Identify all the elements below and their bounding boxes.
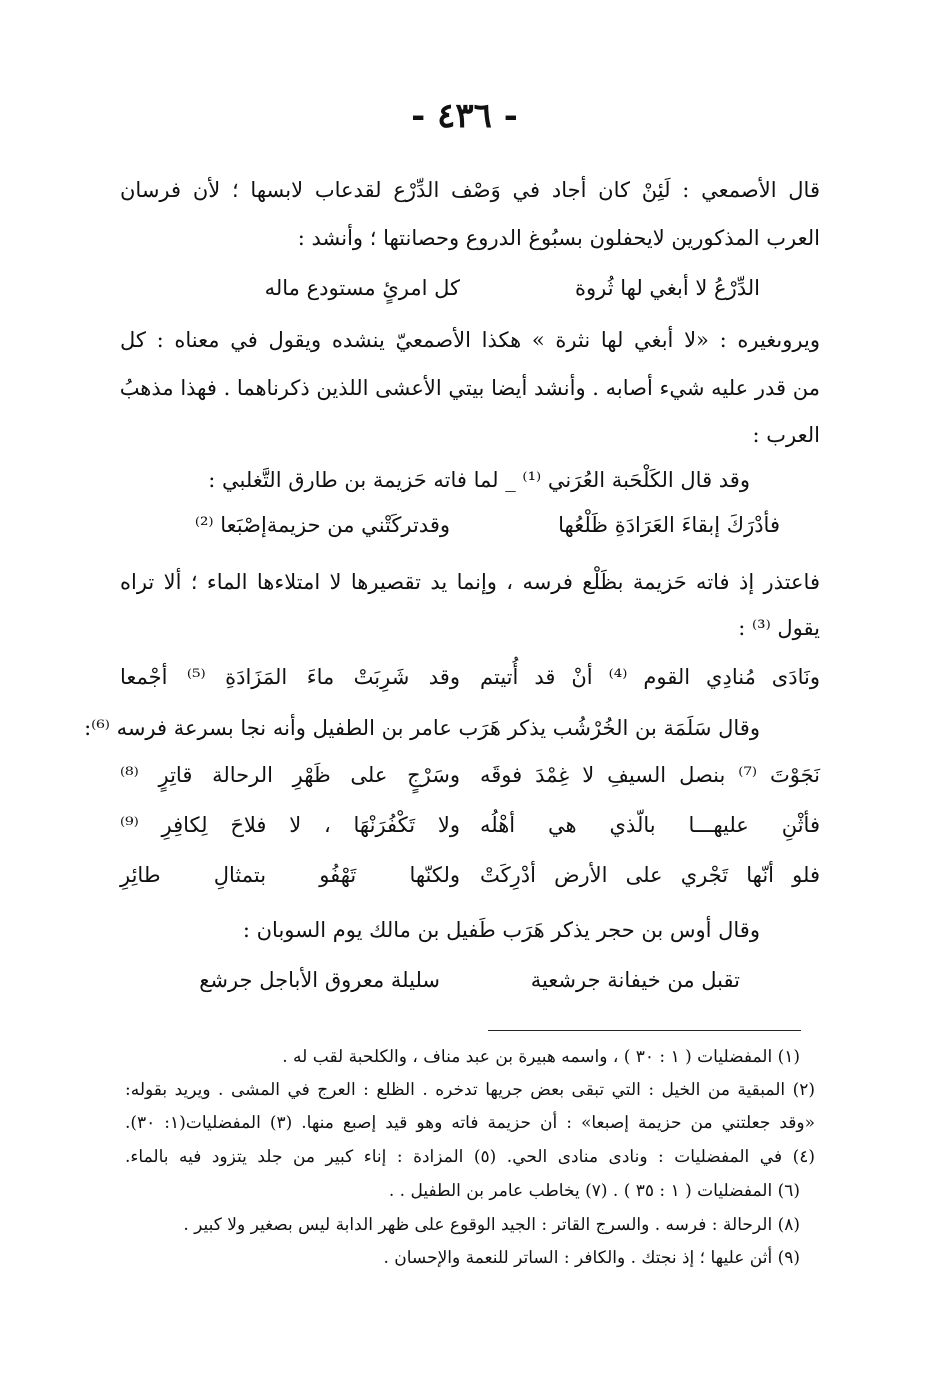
text-line: ويروىغيره : «لا أبغي لها نثرة » هكذا الأصمعيّ ينشده ويقول في معناه : كل bbox=[120, 328, 820, 352]
verse-hemistich: وقدتركَتْني من حزيمةإصْبَعا ⁽²⁾ bbox=[194, 513, 450, 537]
verse-hemistich: ولا تَكْفُرَنْهَا ، لا فلاحَ لِكافِرِ ⁽⁹⁾ bbox=[120, 813, 460, 837]
verse-line bbox=[120, 755, 820, 795]
text-line: وقال سَلَمَة بن الخُرْشُب يذكر هَرَب عامر بن الطفيل وأنه نجا بسرعة فرسه ⁽⁶⁾: bbox=[84, 716, 760, 740]
verse-line bbox=[120, 855, 820, 895]
footnote-separator bbox=[488, 1030, 801, 1031]
footnote: (٦) المفضليات ( ١ : ٣٥ ) . (٧) يخاطب عامر بن الطفيل . . bbox=[388, 1181, 800, 1201]
text-line: وقد قال الكَلْحَبة العُرَني ⁽¹⁾ _ لما فاته حَزيمة بن طارق التَّغلبي : bbox=[208, 468, 750, 492]
verse-hemistich: فلو أنّها تَجْري على الأرض أدْرِكَتْ bbox=[480, 863, 820, 887]
footnote: (٨) الرحالة : فرسه . والسرج القاتر : الجيد الوقوع على ظهر الدابة ليس بصغير ولا كبير . bbox=[183, 1215, 800, 1235]
verse-hemistich: سليلة معروق الأباجل جرشع bbox=[199, 968, 440, 992]
text-line: العرب المذكورين لايحفلون بسبُوغ الدروع وحصانتها ؛ وأنشد : bbox=[297, 226, 820, 250]
verse-hemistich: الدِّرْعُ لا أبغي لها ثُروة bbox=[575, 276, 760, 300]
footnote: (٢) المبقية من الخيل : التي تبقى بعض جريها تدخره . الظلع : العرج في المشى . ويريد بقوله: bbox=[125, 1080, 815, 1100]
text-line: وقال أوس بن حجر يذكر هَرَب طَفيل بن مالك يوم السوبان : bbox=[242, 918, 760, 942]
verse-hemistich: نَجَوْتَ ⁽⁷⁾ بنصل السيفِ لا غِمْدَ فوقَه bbox=[480, 763, 820, 787]
verse-hemistich: ولكنّها تَهْفُو بتمثالِ طائِرِ bbox=[120, 863, 460, 887]
verse-line bbox=[120, 805, 820, 845]
text-line: فاعتذر إذ فاته حَزيمة بظَلْع فرسه ، وإنما يد تقصيرها لا امتلاءها الماء ؛ ألا تراه bbox=[120, 570, 820, 594]
verse-hemistich: ونَادَى مُنادِي القوم ⁽⁴⁾ أنْ قد أُتيتم bbox=[480, 665, 820, 689]
verse-hemistich: وسَرْجٍ على ظَهْرِ الرحالة قاتِرٍ ⁽⁸⁾ bbox=[120, 763, 460, 787]
verse-hemistich: فأدْرَكَ إبقاءَ العَرَادَةِ ظَلْعُها bbox=[558, 513, 780, 537]
verse-hemistich: تقبل من خيفانة جرشعية bbox=[530, 968, 740, 992]
verse-line bbox=[120, 960, 820, 1000]
verse-hemistich: فأثْنِ عليهـــا بالّذي هي أهْلُه bbox=[480, 813, 820, 837]
footnote: (١) المفضليات ( ١ : ٣٠ ) ، واسمه هبيرة بن عبد مناف ، والكلحبة لقب له . bbox=[282, 1047, 800, 1067]
verse-line bbox=[120, 657, 820, 697]
footnote: (٩) أثن عليها ؛ إذ نجتك . والكافر : الساتر للنعمة والإحسان . bbox=[383, 1248, 800, 1268]
text-line: يقول ⁽³⁾ : bbox=[738, 616, 820, 640]
verse-line bbox=[120, 268, 820, 308]
page-number: - ٤٣٦ - bbox=[411, 96, 518, 136]
text-line: قال الأصمعي : لَئِنْ كان أجاد في وَصْف الدِّرْع لقدعاب لابسها ؛ لأن فرسان bbox=[120, 178, 820, 202]
verse-line bbox=[120, 505, 820, 545]
text-line: من قدر عليه شيء أصابه . وأنشد أيضا بيتي الأعشى اللذين ذكرناهما . فهذا مذهبُ bbox=[119, 376, 820, 400]
footnote: (٤) في المفضليات : ونادى منادى الحي. (٥) المزادة : إناء كبير من جلد يتزود فيه بالماء. bbox=[125, 1147, 815, 1167]
verse-hemistich: كل امرئٍ مستودع ماله bbox=[264, 276, 460, 300]
verse-hemistich: وقد شَرِبَتْ ماءَ المَزَادَةِ ⁽⁵⁾ أجْمعا bbox=[120, 665, 460, 689]
text-line: العرب : bbox=[752, 423, 820, 447]
footnote: «وقد جعلتني من حزيمة إصبعا» : أن حزيمة فاته وهو قيد إصبع منها. (٣) المفضليات(١: ٣٠). bbox=[125, 1113, 816, 1133]
